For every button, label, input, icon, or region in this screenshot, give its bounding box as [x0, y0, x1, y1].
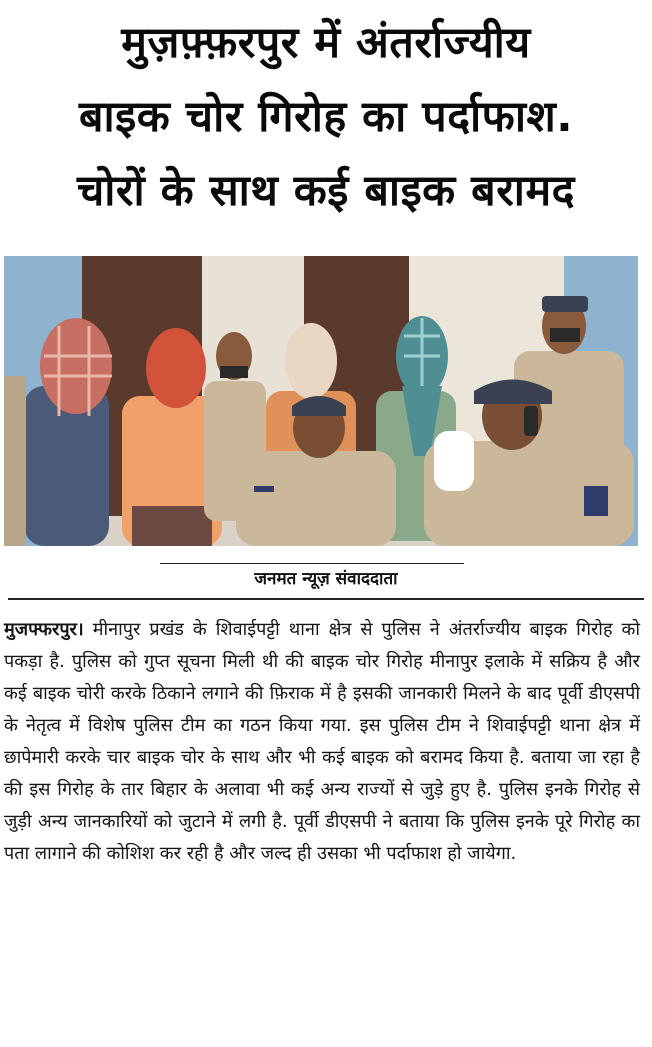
group-photo-illustration — [4, 256, 638, 546]
byline-rule-top — [160, 563, 464, 564]
headline-line-3: चोरों के साथ कई बाइक बरामद — [76, 166, 575, 216]
article-body — [4, 614, 640, 870]
article-dateline: मुजफ्फरपुर। — [4, 619, 84, 640]
person-edge-left — [4, 376, 26, 546]
headline — [0, 6, 652, 228]
news-photo — [4, 256, 638, 546]
article-text: मीनापुर प्रखंड के शिवाईपट्टी थाना क्षेत्र से पुलिस ने अंतर्राज्यीय बाइक गिरोह को पकड़ा है. पुलिस को गुप्त सूचना मिली थी की बाइक चोर गिरोह मीनापुर इलाके में सक्रिय है और कई बाइक चोरी करके ठिकाने लगाने की फ़िराक में है इसकी जानकारी मिलने के बाद पूर्वी डीएसपी के नेतृत्व में विशेष पुलिस टीम का गठन किया गया. इस पुलिस टीम ने शिवाईपट्टी थाना क्षेत्र में छापेमारी करके चार बाइक चोर के साथ और भी कई बाइक को बरामद किया है. बताया जा रहा है की इस गिरोह के तार बिहार के अलावा भी कई अन्य राज्यों से जुड़े हुए है. पुलिस इनके गिरोह से जुड़ी अन्य जानकारियों को जुटाने में लगी है. पूर्वी डीएसपी ने बताया कि पुलिस इनके पूरे गिरोह का पता लागाने की कोशिश कर रही है और जल्द ही उसका भी पर्दाफाश हो जायेगा. — [4, 619, 640, 864]
byline: जनमत न्यूज़ संवाददाता — [254, 569, 398, 589]
headline-line-2: बाइक चोर गिरोह का पर्दाफाश. — [78, 92, 574, 142]
headline-line-1: मुज़फ़्फ़रपुर में अंतर्राज्यीय — [121, 18, 531, 68]
byline-rule — [8, 598, 644, 600]
